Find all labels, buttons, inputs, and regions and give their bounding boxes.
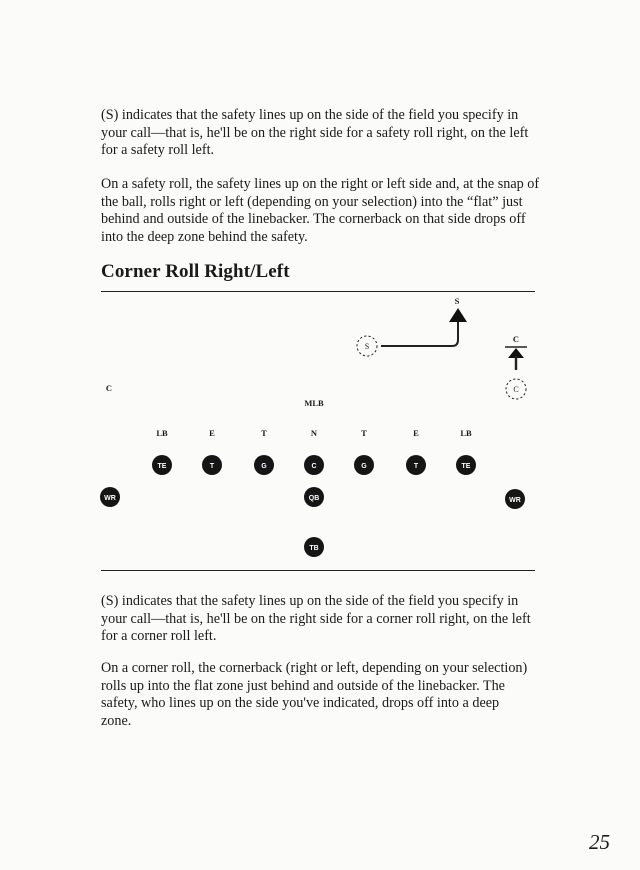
- body-paragraph-2: On a corner roll, the cornerback (right or left, depending on your selection) rolls up into the flat zone just behind and outside of the linebacker. The safety, who lines up on the side you've indicated, drops off into a deep zone.: [101, 660, 528, 729]
- wide-receiver-right-label: WR: [509, 497, 521, 504]
- safety-route: [357, 296, 467, 356]
- tailback-label: TB: [309, 545, 319, 552]
- corner-left-label: C: [105, 383, 113, 393]
- player-label: T: [209, 463, 215, 470]
- player-label: T: [413, 463, 419, 470]
- player-label: TE: [157, 463, 167, 470]
- wide-receiver-left-label: WR: [104, 495, 116, 502]
- player-label: C: [311, 463, 317, 470]
- intro-paragraph-1: (S) indicates that the safety lines up on the side of the field you specify in your call—that is, he'll be on the right side for a safety roll right, on the left for a safety roll left.: [101, 107, 529, 159]
- corner-right-route: [505, 334, 527, 399]
- safety-end-label: S: [454, 296, 460, 306]
- defender-label: LB: [460, 428, 472, 438]
- offensive-skill-players: [100, 487, 525, 557]
- mlb-label: MLB: [304, 398, 324, 408]
- body-paragraph-1: (S) indicates that the safety lines up on the side of the field you specify in your call—that is, he'll be on the right side for a corner roll right, on the left for a corner roll left.: [101, 593, 531, 645]
- defender-label: E: [209, 428, 215, 438]
- defender-label: LB: [156, 428, 168, 438]
- page-number: 25: [589, 830, 610, 854]
- intro-paragraph-2: On a safety roll, the safety lines up on the right or left side and, at the snap of the ball, rolls right or left (depending on your selection) into the “flat” just behind and outside of the linebacker. The cornerback on that side drops off into the deep zone behind the safety.: [101, 176, 540, 245]
- section-heading: Corner Roll Right/Left: [101, 261, 290, 282]
- defender-label: N: [310, 428, 318, 438]
- player-label: TE: [461, 463, 471, 470]
- offensive-line: [152, 455, 476, 475]
- safety-route-line: [381, 320, 458, 346]
- quarterback-label: QB: [308, 495, 320, 502]
- player-label: G: [261, 463, 267, 470]
- safety-start-label: S: [364, 342, 370, 351]
- defensive-front: [156, 428, 472, 438]
- player-label: G: [361, 463, 367, 470]
- defender-label: E: [413, 428, 419, 438]
- safety-route-arrowhead: [449, 308, 467, 322]
- diagram-bottom-rule: [101, 570, 535, 571]
- corner-right-end-label: C: [512, 334, 520, 344]
- corner-right-start-label: C: [513, 385, 519, 394]
- defender-label: T: [361, 428, 367, 438]
- defender-label: T: [261, 428, 267, 438]
